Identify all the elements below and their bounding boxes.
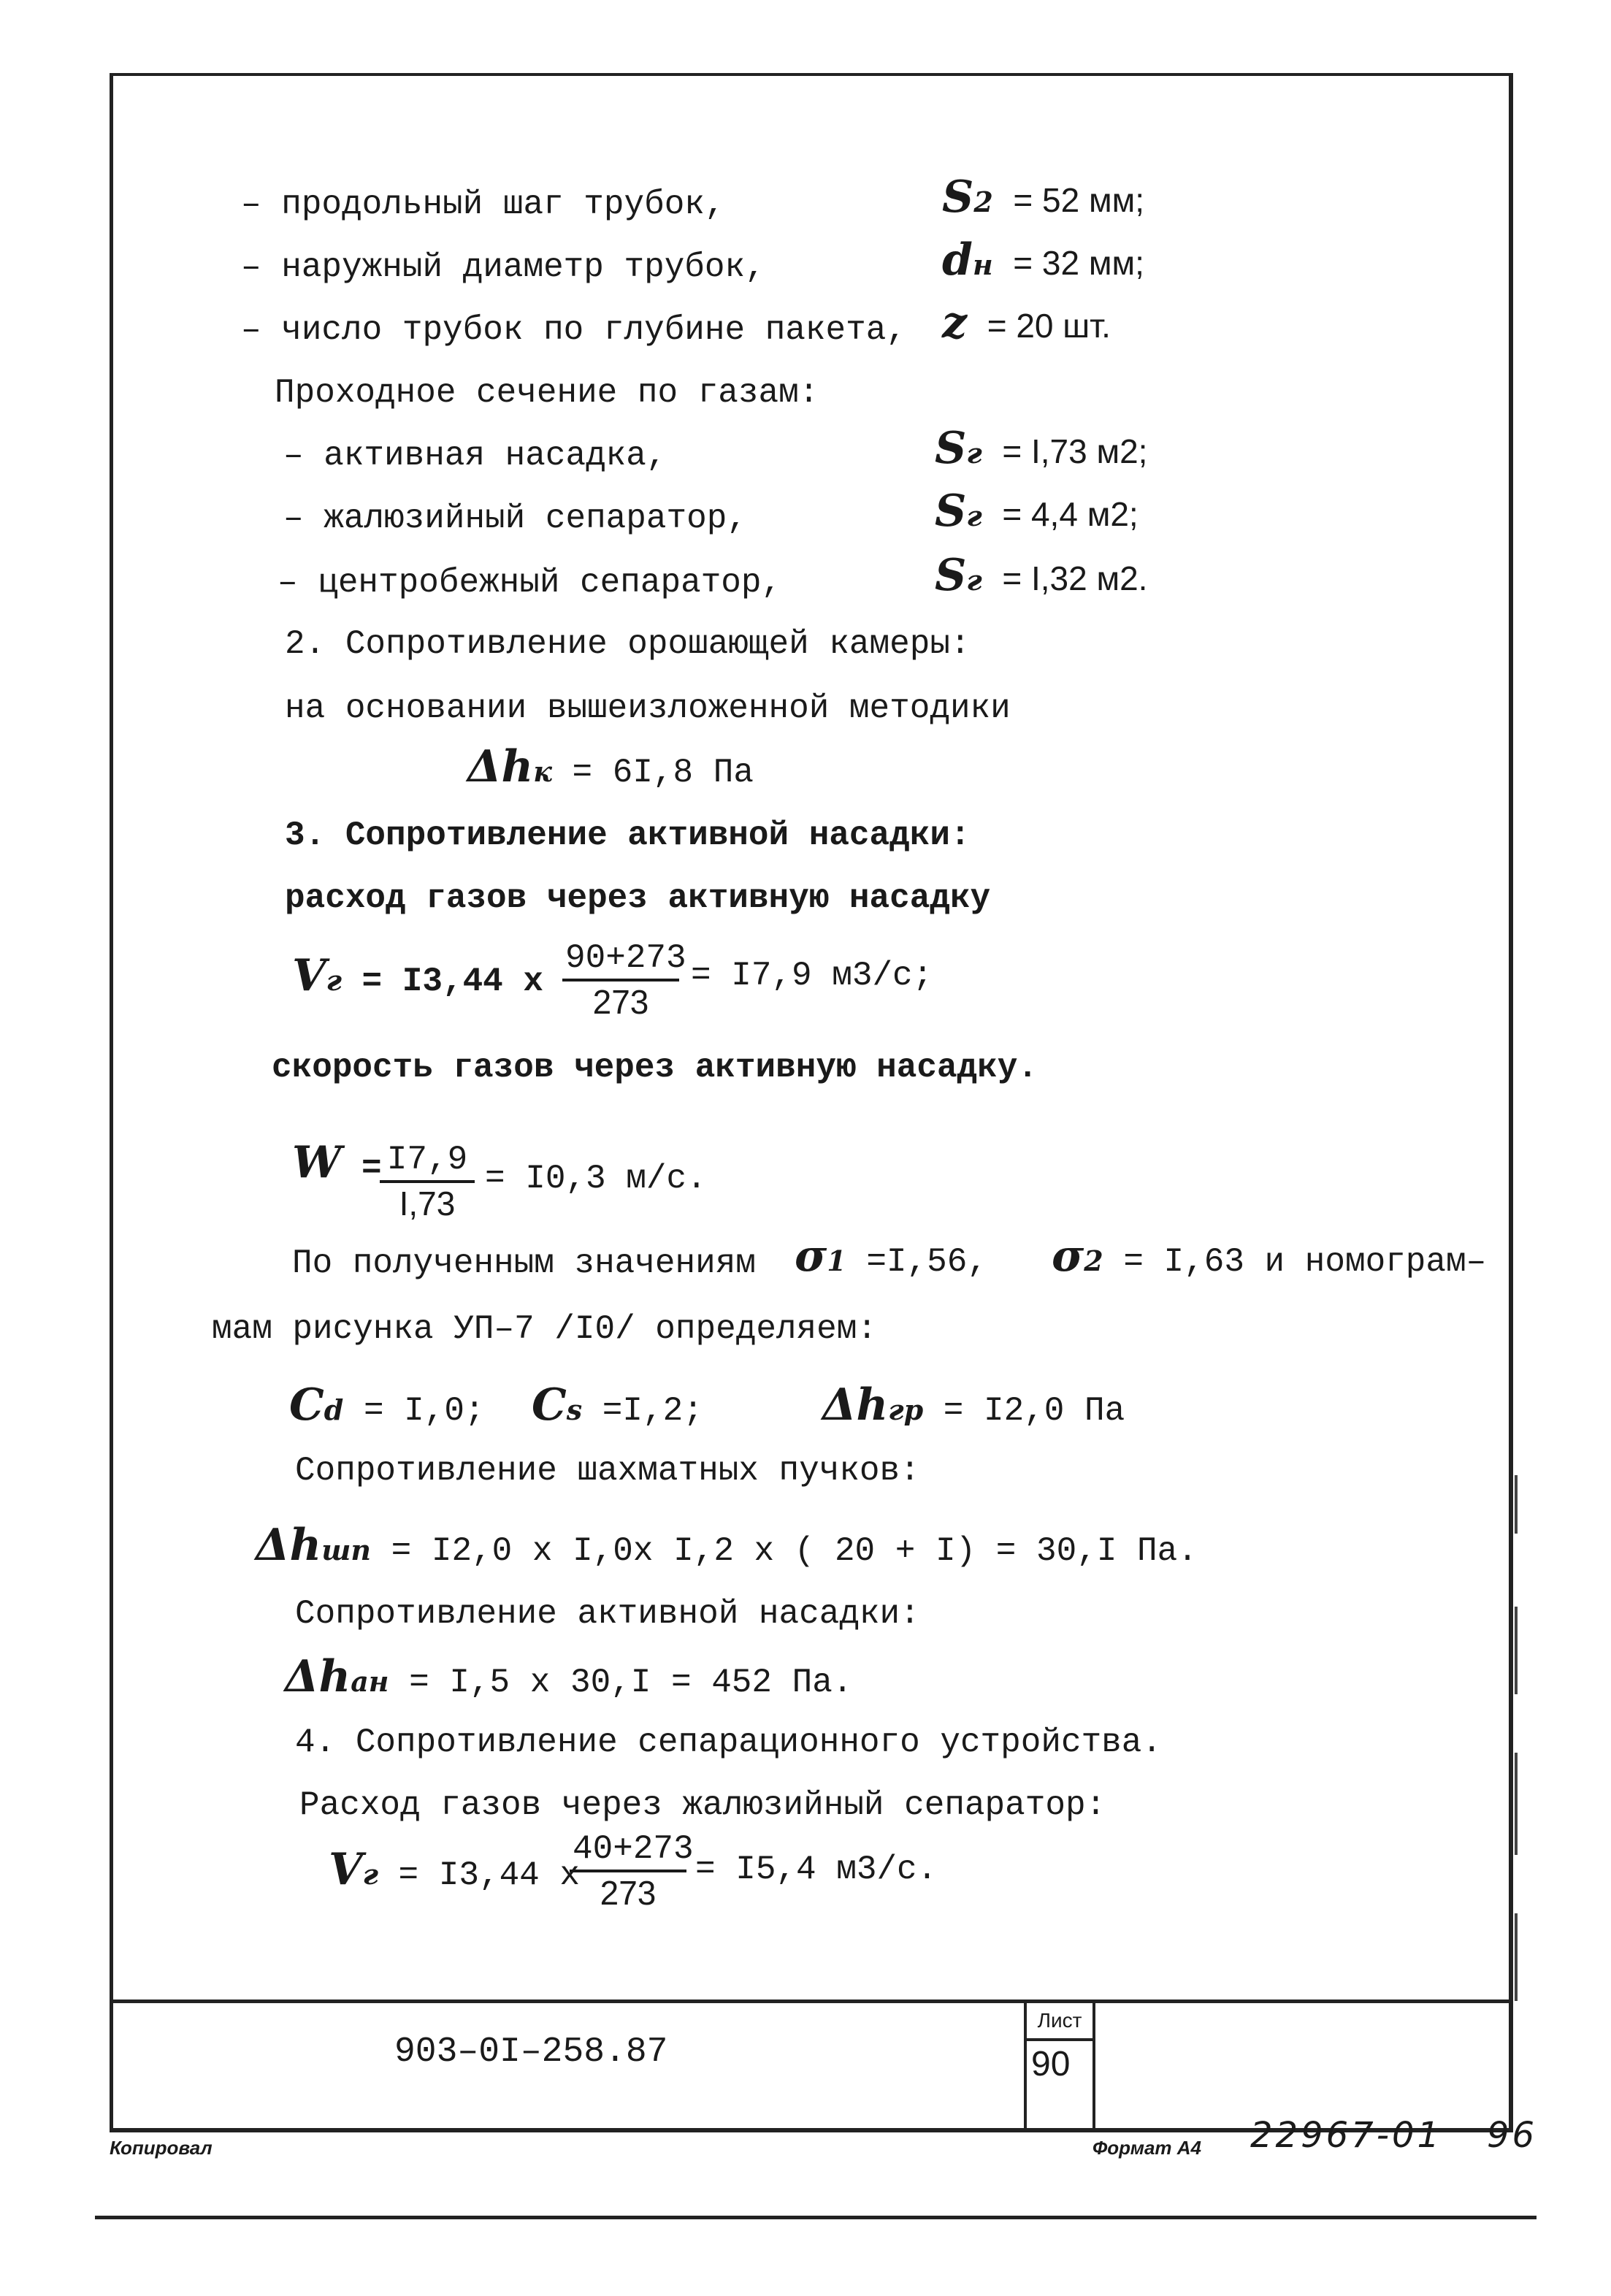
numerator: I7,9	[380, 1139, 475, 1183]
section-heading: 4. Сопротивление сепарационного устройства.	[295, 1723, 1162, 1761]
text-line: – наружный диаметр трубок,	[241, 248, 765, 286]
subscript: гр	[888, 1393, 924, 1426]
text-line	[272, 1046, 1038, 1090]
symbol: V	[292, 950, 326, 1001]
value: = I2,0 Па	[943, 1392, 1125, 1430]
subscript: d	[324, 1393, 344, 1426]
subscript: ан	[351, 1665, 389, 1698]
text-line: – жалюзийный сепаратор,	[283, 500, 747, 537]
symbol: Δh	[467, 741, 534, 792]
symbol: Δh	[256, 1520, 322, 1571]
symbol: V	[329, 1844, 363, 1895]
subscript: к	[533, 755, 552, 788]
numerator: 90+273	[562, 938, 679, 981]
text-line: мам рисунка УП–7 /I0/ определяем:	[212, 1310, 877, 1348]
formula	[467, 741, 754, 795]
value: = I,73 м2;	[1002, 432, 1148, 470]
subscript: 2	[973, 185, 993, 218]
title-block	[110, 2000, 1513, 2132]
text-line: – продольный шаг трубок,	[241, 185, 725, 223]
formula	[935, 423, 1148, 476]
formula	[292, 1137, 382, 1190]
symbol: C	[289, 1379, 324, 1431]
symbol: σ	[1052, 1231, 1084, 1282]
text-line: Сопротивление активной насадки:	[295, 1595, 920, 1633]
value: = I,32 м2.	[1002, 559, 1148, 597]
value: = 32 мм;	[1013, 244, 1144, 282]
subscript: шп	[321, 1534, 372, 1566]
symbol: C	[532, 1379, 567, 1431]
subscript: г	[966, 564, 982, 597]
formula	[935, 486, 1139, 539]
margin-mark	[1515, 1753, 1518, 1855]
sheet-label: Лист	[1027, 2003, 1093, 2041]
bottom-rule	[95, 2216, 1537, 2219]
formula	[1052, 1231, 1487, 1284]
symbol: S	[935, 423, 967, 474]
section-heading: 2. Сопротивление орошающей камеры:	[285, 625, 971, 663]
value: = 6I,8 Па	[572, 754, 754, 792]
value: = I,5 x 30,I = 452 Па.	[409, 1664, 853, 1702]
copied-label: Копировал	[110, 2137, 213, 2159]
formula	[942, 234, 1144, 288]
value: = I,63 и номограм–	[1123, 1243, 1487, 1281]
formula	[256, 1520, 1198, 1573]
symbol: d	[942, 234, 973, 286]
fraction	[562, 938, 686, 1022]
sheet-number: 90	[1031, 2045, 1071, 2083]
text-line: расход газов через активную насадку	[285, 879, 991, 917]
text-line: Проходное сечение по газам:	[275, 374, 819, 412]
value: = I2,0 x I,0x I,2 x ( 20 + I) = 30,I Па.	[391, 1532, 1198, 1570]
symbol: σ	[795, 1231, 827, 1282]
formula	[935, 550, 1148, 603]
format-label: Формат А4	[1093, 2137, 1201, 2159]
subscript: 2	[1084, 1244, 1103, 1277]
formula	[532, 1379, 703, 1433]
margin-mark	[1515, 1913, 1518, 2001]
symbol: S	[935, 550, 967, 601]
value: = I3,44 x	[398, 1856, 580, 1894]
value: = 52 мм;	[1013, 181, 1145, 219]
value: =	[361, 1149, 382, 1187]
subscript: 1	[827, 1244, 846, 1277]
formula	[942, 172, 1145, 225]
value: = I0,3 м/с.	[485, 1160, 707, 1198]
symbol: z	[942, 297, 968, 348]
formula	[822, 1379, 1125, 1433]
margin-mark	[1515, 1475, 1518, 1534]
subscript: г	[966, 437, 982, 470]
symbol: S	[935, 486, 967, 537]
text-line: – центробежный сепаратор,	[278, 564, 782, 602]
subscript: s	[566, 1393, 583, 1426]
subscript: г	[362, 1858, 378, 1891]
archive-stamp: 22967-01	[1250, 2115, 1443, 2156]
symbol: Δh	[822, 1379, 889, 1431]
margin-mark	[1515, 1607, 1518, 1694]
symbol: W	[292, 1137, 342, 1188]
value: = 20 шт.	[987, 307, 1111, 345]
value: = I5,4 м3/с.	[695, 1851, 938, 1889]
numerator: 40+273	[570, 1829, 686, 1872]
document-number: 903–0I–258.87	[394, 2032, 668, 2072]
subscript: г	[966, 500, 982, 532]
subscript: н	[972, 248, 993, 281]
sheet-box	[1024, 2003, 1095, 2132]
denominator: I,73	[399, 1185, 456, 1222]
formula	[795, 1231, 987, 1284]
value: =I,2;	[602, 1392, 703, 1430]
value: =I,56,	[866, 1243, 987, 1281]
text-line: По полученным значениям	[292, 1244, 756, 1282]
archive-page: 96	[1487, 2115, 1538, 2156]
section-heading: 3. Сопротивление активной насадки:	[285, 816, 971, 854]
symbol: S	[942, 172, 974, 223]
text-line: Сопротивление шахматных пучков:	[295, 1452, 920, 1490]
formula	[329, 1844, 580, 1897]
formula	[292, 950, 543, 1003]
value: = I,0;	[363, 1392, 485, 1430]
text-line: – активная насадка,	[283, 437, 667, 475]
value: = I3,44 x	[361, 963, 543, 1000]
text-line: – число трубок по глубине пакета,	[241, 311, 906, 349]
denominator: 273	[592, 983, 649, 1021]
formula	[289, 1379, 485, 1433]
value: = I7,9 м3/с;	[691, 957, 933, 995]
subscript: г	[326, 964, 342, 997]
symbol: Δh	[285, 1651, 351, 1702]
text-line: на основании вышеизложенной методики	[285, 689, 1011, 727]
text-line: скорость газов через активную насадку.	[272, 1049, 1038, 1087]
text-line: Расход газов через жалюзийный сепаратор:	[299, 1786, 1106, 1824]
fraction	[380, 1139, 475, 1224]
formula	[942, 297, 1111, 351]
fraction	[570, 1829, 694, 1913]
value: = 4,4 м2;	[1002, 495, 1139, 533]
formula	[285, 1651, 853, 1704]
denominator: 273	[600, 1874, 657, 1912]
